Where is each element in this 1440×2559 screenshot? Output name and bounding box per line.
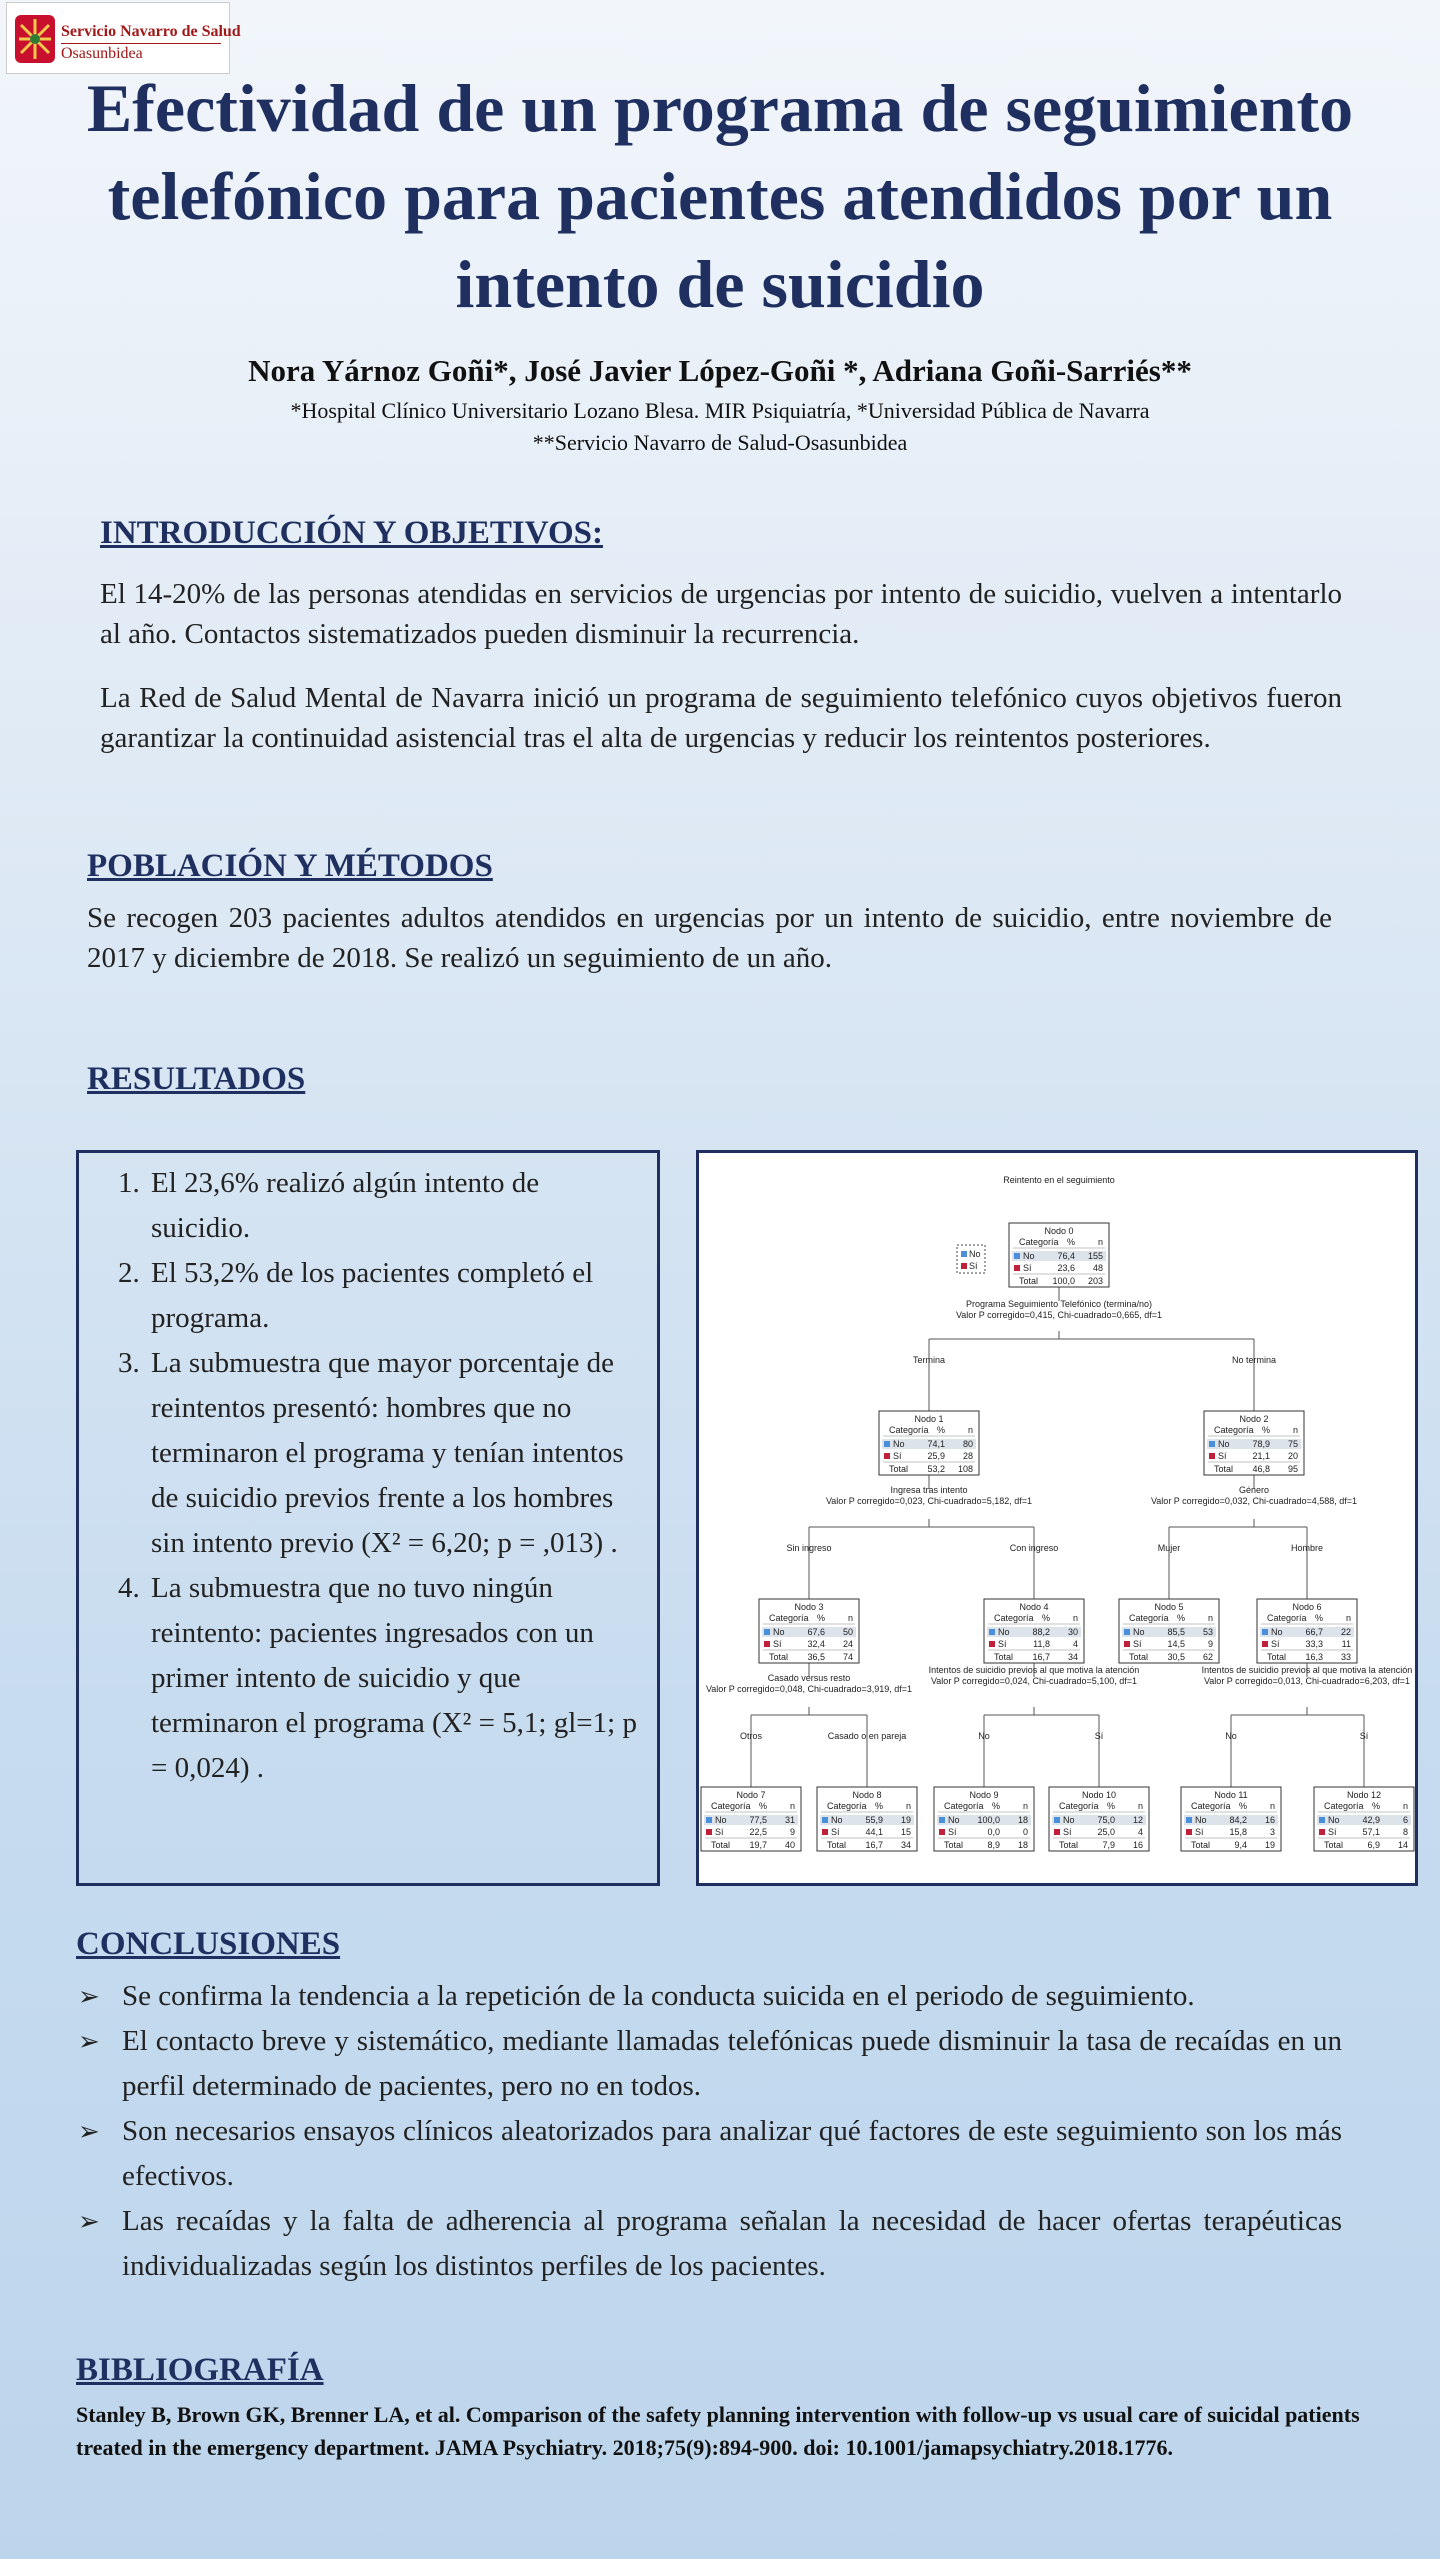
tree-node-header: Categoría [827,1801,867,1811]
tree-node-header: n [1022,1801,1028,1811]
tree-title: Reintento en el seguimiento [1003,1175,1115,1185]
tree-split-label: Casado versus resto [767,1673,851,1683]
results-box [76,1150,660,1886]
node-swatch-si [989,1641,995,1647]
tree-node-name: Nodo 1 [914,1414,944,1424]
tree-node-n: 4 [1137,1827,1143,1837]
tree-node-cat: No [715,1815,727,1825]
decision-tree-diagram [699,1153,1415,1883]
tree-node-header: n [789,1801,795,1811]
tree-branch-label: Mujer [1157,1543,1181,1553]
tree-node-pct: 25,9 [927,1451,945,1461]
tree-node-pct: 84,2 [1229,1815,1247,1825]
tree-node-pct: 16,3 [1305,1652,1323,1662]
tree-node-header: % [936,1425,945,1435]
tree-node-pct: 15,8 [1229,1827,1247,1837]
tree-node-name: Nodo 7 [736,1790,766,1800]
node-swatch-si [1262,1641,1268,1647]
tree-node-n: 40 [784,1840,795,1850]
tree-branch-label: Hombre [1290,1543,1324,1553]
node-swatch-no [939,1817,945,1823]
intro-paragraph-2: La Red de Salud Mental de Navarra inició un programa de seguimiento telefónico cuyos objetivos fueron garantizar la continuidad asistencial tras el alta de urgencias y reducir los reintentos posteriores. [100,682,1342,754]
authors: Nora Yárnoz Goñi*, José Javier López-Goñi *, Adriana Goñi-Sarriés** [248,353,1192,388]
tree-node-pct: 85,5 [1167,1627,1185,1637]
legend-swatch-no [961,1251,967,1257]
tree-node-name: Nodo 5 [1154,1602,1184,1612]
conclusion-item: ➢ El contacto breve y sistemático, mediante llamadas telefónicas puede disminuir la tasa de recaídas en un perfil determinado de pacientes, pero no en todos. [76,2019,1342,2109]
node-swatch-no [1262,1629,1268,1635]
tree-node-cat: Sí [998,1639,1007,1649]
tree-node-pct: 77,5 [749,1815,767,1825]
tree-node-header: % [1176,1613,1185,1623]
results-heading: RESULTADOS [87,1061,306,1097]
tree-node-name: Nodo 6 [1292,1602,1322,1612]
tree-node-header: Categoría [1019,1237,1059,1247]
tree-node-n: 16 [1132,1840,1143,1850]
node-swatch-no [1014,1253,1020,1259]
tree-node-header: % [991,1801,1000,1811]
tree-node-header: % [1261,1425,1270,1435]
tree-node-n: 108 [957,1464,973,1474]
tree-node-name: Nodo 9 [969,1790,999,1800]
tree-node-n: 33 [1340,1652,1351,1662]
tree-branch-label: No [978,1731,990,1741]
results-item: 4. La submuestra que no tuvo ningún reintento: pacientes ingresados con un primer intento de suicidio y que terminaron el programa (X² = 5,1; gl=1; p = 0,024) . [147,1566,643,1791]
logo-line-1: Servicio Navarro de Salud [61,23,241,40]
tree-node-pct: 16,7 [865,1840,883,1850]
tree-node-n: 31 [784,1815,795,1825]
node-swatch-no [1319,1817,1325,1823]
tree-node-name: Nodo 2 [1239,1414,1269,1424]
tree-node-header: % [1066,1237,1075,1247]
tree-node-n: 95 [1287,1464,1298,1474]
tree-node-n: 9 [1207,1639,1213,1649]
tree-node-total: Total [711,1840,731,1850]
tree-node-header: % [816,1613,825,1623]
results-item: 1. El 23,6% realizó algún intento de suicidio. [147,1161,643,1251]
tree-legend-no: No [969,1249,981,1259]
tree-node-pct: 9,4 [1234,1840,1247,1850]
tree-node-pct: 19,7 [749,1840,767,1850]
tree-node-pct: 11,8 [1033,1639,1050,1649]
tree-node-n: 18 [1017,1840,1028,1850]
tree-node-cat: No [1218,1439,1230,1449]
poster-title: Efectividad de un programa de seguimiento telefónico para pacientes atendidos por un intento de suicidio [86,70,1354,322]
conclusions-list [76,1974,1342,2289]
tree-node-pct: 100,0 [977,1815,1000,1825]
tree-node-n: 34 [1067,1652,1078,1662]
tree-branch-label: Termina [912,1355,946,1365]
conclusions-heading: CONCLUSIONES [76,1926,341,1962]
tree-node-cat: Sí [1328,1827,1337,1837]
tree-node-cat: Sí [893,1451,902,1461]
node-swatch-si [1124,1641,1130,1647]
tree-legend-si: Sí [969,1261,978,1271]
tree-node-n: 53 [1202,1627,1213,1637]
tree-node-n: 16 [1264,1815,1275,1825]
tree-node-name: Nodo 12 [1346,1790,1382,1800]
tree-node-pct: 44,1 [865,1827,883,1837]
node-swatch-si [1014,1265,1020,1271]
tree-node-pct: 74,1 [927,1439,945,1449]
tree-node-header: n [1137,1801,1143,1811]
node-swatch-no [1186,1817,1192,1823]
tree-node-total: Total [1191,1840,1211,1850]
tree-node-header: Categoría [711,1801,751,1811]
tree-node-header: n [1097,1237,1103,1247]
bibliography-heading: BIBLIOGRAFÍA [76,2352,324,2388]
tree-node-n: 24 [842,1639,853,1649]
tree-node-n: 19 [1264,1840,1275,1850]
tree-node-total: Total [889,1464,909,1474]
tree-node-header: n [1269,1801,1275,1811]
tree-split-label: Programa Seguimiento Telefónico (termina/no) [966,1299,1152,1309]
tree-node-pct: 36,5 [807,1652,825,1662]
tree-node-cat: No [1328,1815,1340,1825]
tree-branch-label: Con ingreso [1009,1543,1059,1553]
tree-node-header: Categoría [1324,1801,1364,1811]
tree-node-pct: 30,5 [1167,1652,1185,1662]
tree-node-header: n [1207,1613,1213,1623]
tree-node-pct: 55,9 [865,1815,883,1825]
tree-node-n: 155 [1087,1251,1103,1261]
tree-node-pct: 0,0 [987,1827,1000,1837]
tree-branch-label: No [1225,1731,1237,1741]
tree-node-cat: No [831,1815,843,1825]
arrow-bullet-icon: ➢ [78,2027,100,2056]
tree-node-header: Categoría [1214,1425,1254,1435]
tree-node-header: % [758,1801,767,1811]
arrow-bullet-icon: ➢ [78,2117,100,2146]
tree-node-pct: 6,9 [1367,1840,1380,1850]
tree-node-pct: 22,5 [749,1827,767,1837]
tree-node-cat: Sí [1023,1263,1032,1273]
node-swatch-no [989,1629,995,1635]
tree-node-n: 22 [1340,1627,1351,1637]
node-swatch-si [939,1829,945,1835]
tree-node-cat: No [773,1627,785,1637]
tree-node-n: 4 [1072,1639,1078,1649]
tree-node-cat: No [893,1439,905,1449]
tree-node-header: Categoría [769,1613,809,1623]
tree-node-cat: Sí [1271,1639,1280,1649]
tree-node-pct: 16,7 [1032,1652,1050,1662]
logo-line-2: Osasunbidea [61,45,143,62]
tree-node-cat: Sí [948,1827,957,1837]
tree-node-pct: 66,7 [1305,1627,1323,1637]
tree-node-pct: 14,5 [1167,1639,1185,1649]
tree-node-n: 8 [1402,1827,1408,1837]
tree-node-pct: 100,0 [1052,1276,1075,1286]
tree-node-header: % [1371,1801,1380,1811]
tree-node-name: Nodo 3 [794,1602,824,1612]
tree-split-label: Valor P corregido=0,023, Chi-cuadrado=5,182, df=1 [825,1496,1033,1506]
node-swatch-no [1209,1441,1215,1447]
tree-node-pct: 78,9 [1252,1439,1270,1449]
node-swatch-si [1319,1829,1325,1835]
tree-node-n: 50 [842,1627,853,1637]
tree-branch-label: Otros [739,1731,763,1741]
tree-node-cat: No [1063,1815,1075,1825]
tree-node-name: Nodo 10 [1081,1790,1117,1800]
tree-node-header: Categoría [1129,1613,1169,1623]
tree-node-pct: 46,8 [1252,1464,1270,1474]
methods-heading: POBLACIÓN Y MÉTODOS [87,848,493,884]
tree-node-header: Categoría [944,1801,984,1811]
node-swatch-no [706,1817,712,1823]
tree-node-n: 20 [1287,1451,1298,1461]
tree-node-header: % [874,1801,883,1811]
node-swatch-no [884,1441,890,1447]
tree-node-header: % [1314,1613,1323,1623]
tree-split-label: Valor P corregido=0,013, Chi-cuadrado=6,203, df=1 [1203,1676,1411,1686]
tree-node-total: Total [1129,1652,1149,1662]
tree-node-cat: No [1023,1251,1035,1261]
tree-node-total: Total [827,1840,847,1850]
conclusion-item: ➢ Se confirma la tendencia a la repetición de la conducta suicida en el periodo de seguimiento. [76,1974,1342,2019]
tree-node-pct: 25,0 [1097,1827,1115,1837]
tree-node-n: 19 [900,1815,911,1825]
tree-node-n: 34 [900,1840,911,1850]
tree-node-cat: No [948,1815,960,1825]
tree-node-n: 48 [1092,1263,1103,1273]
node-swatch-si [1186,1829,1192,1835]
tree-node-n: 6 [1402,1815,1408,1825]
tree-branch-label: Sin ingreso [786,1543,832,1553]
node-swatch-si [884,1453,890,1459]
tree-node-cat: Sí [1133,1639,1142,1649]
tree-node-total: Total [1267,1652,1287,1662]
tree-node-total: Total [1059,1840,1079,1850]
node-swatch-si [1054,1829,1060,1835]
node-swatch-si [822,1829,828,1835]
tree-node-header: Categoría [1267,1613,1307,1623]
tree-node-n: 75 [1287,1439,1298,1449]
tree-branch-label: Casado o en pareja [827,1731,907,1741]
node-swatch-si [706,1829,712,1835]
tree-node-pct: 67,6 [807,1627,825,1637]
tree-branch-label: Sí [1094,1731,1104,1741]
tree-split-label: Valor P corregido=0,048, Chi-cuadrado=3,919, df=1 [705,1684,913,1694]
conclusion-item: ➢ Las recaídas y la falta de adherencia al programa señalan la necesidad de hacer ofertas terapéuticas individualizadas según los distintos perfiles de los pacientes. [76,2199,1342,2289]
tree-node-header: n [967,1425,973,1435]
tree-node-pct: 32,4 [807,1639,825,1649]
tree-node-cat: Sí [715,1827,724,1837]
arrow-bullet-icon: ➢ [78,2207,100,2236]
tree-node-total: Total [1324,1840,1344,1850]
tree-node-n: 80 [962,1439,973,1449]
tree-node-header: n [1292,1425,1298,1435]
tree-node-name: Nodo 4 [1019,1602,1049,1612]
tree-node-header: n [1345,1613,1351,1623]
tree-node-pct: 21,1 [1252,1451,1270,1461]
tree-node-pct: 8,9 [987,1840,1000,1850]
arrow-bullet-icon: ➢ [78,1982,100,2011]
tree-node-pct: 23,6 [1057,1263,1075,1273]
tree-node-n: 74 [842,1652,853,1662]
tree-node-name: Nodo 11 [1214,1790,1248,1800]
tree-node-n: 18 [1017,1815,1028,1825]
tree-node-header: % [1238,1801,1247,1811]
results-item: 3. La submuestra que mayor porcentaje de reintentos presentó: hombres que no terminaron el programa y tenían intentos de suicidio previos frente a los hombres sin intento previo (X² = 6,20; p = ,013) . [147,1341,643,1566]
tree-node-pct: 76,4 [1057,1251,1075,1261]
tree-node-n: 11 [1341,1639,1351,1649]
node-swatch-no [1124,1629,1130,1635]
tree-node-cat: No [1195,1815,1207,1825]
tree-branch-label: Sí [1359,1731,1369,1741]
tree-node-cat: No [998,1627,1010,1637]
tree-node-cat: Sí [773,1639,782,1649]
tree-node-header: Categoría [1191,1801,1231,1811]
tree-node-total: Total [1019,1276,1039,1286]
node-swatch-si [1209,1453,1215,1459]
intro-paragraph-1: El 14-20% de las personas atendidas en servicios de urgencias por intento de suicidio, vuelven a intentarlo al año. Contactos sistematizados pueden disminuir la recurrencia. [100,578,1342,650]
tree-node-header: Categoría [1059,1801,1099,1811]
methods-paragraph: Se recogen 203 pacientes adultos atendidos en urgencias por un intento de suicidio, entre noviembre de 2017 y diciembre de 2018. Se realizó un seguimiento de un año. [87,902,1332,974]
tree-split-label: Intentos de suicidio previos al que motiva la atención [1201,1665,1413,1675]
decision-tree-figure [696,1150,1418,1886]
intro-heading: INTRODUCCIÓN Y OBJETIVOS: [100,515,603,551]
affiliation-1: *Hospital Clínico Universitario Lozano Blesa. MIR Psiquiatría, *Universidad Pública de Navarra [290,398,1150,423]
tree-node-cat: Sí [831,1827,840,1837]
tree-node-total: Total [769,1652,789,1662]
conclusion-item: ➢ Son necesarios ensayos clínicos aleatorizados para analizar qué factores de este seguimiento son los más efectivos. [76,2109,1342,2199]
tree-node-header: n [905,1801,911,1811]
tree-node-n: 15 [900,1827,911,1837]
node-swatch-no [1054,1817,1060,1823]
results-list [87,1161,643,1791]
tree-node-header: Categoría [889,1425,929,1435]
tree-split-label: Valor P corregido=0,032, Chi-cuadrado=4,588, df=1 [1150,1496,1358,1506]
tree-node-pct: 57,1 [1362,1827,1380,1837]
navarra-crest-icon [13,11,57,67]
tree-node-n: 203 [1087,1276,1103,1286]
node-swatch-si [764,1641,770,1647]
tree-node-cat: Sí [1195,1827,1204,1837]
tree-node-cat: Sí [1063,1827,1072,1837]
tree-node-n: 0 [1022,1827,1028,1837]
tree-node-n: 3 [1269,1827,1275,1837]
legend-swatch-si [961,1263,967,1269]
node-swatch-no [764,1629,770,1635]
tree-split-label: Valor P corregido=0,415, Chi-cuadrado=0,665, df=1 [955,1310,1163,1320]
affiliation-2: **Servicio Navarro de Salud-Osasunbidea [532,430,908,455]
tree-split-label: Género [1238,1485,1270,1495]
tree-split-label: Intentos de suicidio previos al que motiva la atención [928,1665,1140,1675]
tree-node-n: 30 [1067,1627,1078,1637]
results-item: 2. El 53,2% de los pacientes completó el programa. [147,1251,643,1341]
tree-node-total: Total [994,1652,1014,1662]
tree-split-label: Ingresa tras intento [890,1485,968,1495]
tree-node-total: Total [944,1840,964,1850]
tree-node-header: % [1041,1613,1050,1623]
tree-node-n: 12 [1132,1815,1143,1825]
tree-node-pct: 7,9 [1102,1840,1115,1850]
tree-node-header: % [1106,1801,1115,1811]
tree-node-name: Nodo 8 [852,1790,882,1800]
tree-node-pct: 42,9 [1362,1815,1380,1825]
tree-node-header: n [1402,1801,1408,1811]
tree-node-pct: 88,2 [1032,1627,1050,1637]
tree-node-n: 9 [789,1827,795,1837]
tree-node-pct: 75,0 [1097,1815,1115,1825]
tree-node-pct: 33,3 [1305,1639,1323,1649]
tree-node-total: Total [1214,1464,1234,1474]
tree-node-pct: 53,2 [927,1464,945,1474]
tree-node-header: Categoría [994,1613,1034,1623]
tree-node-name: Nodo 0 [1044,1226,1074,1236]
tree-node-n: 14 [1397,1840,1408,1850]
tree-node-n: 62 [1202,1652,1213,1662]
tree-split-label: Valor P corregido=0,024, Chi-cuadrado=5,100, df=1 [930,1676,1138,1686]
tree-branch-label: No termina [1231,1355,1277,1365]
node-swatch-no [822,1817,828,1823]
bibliography-reference: Stanley B, Brown GK, Brenner LA, et al. Comparison of the safety planning intervention with follow-up vs usual care of suicidal patients treated in the emergency department. JAMA Psychiatry. 2018;75(9):894-900. doi: 10.1001/jamapsychiatry.2018.1776. [76,2402,1360,2460]
tree-node-n: 28 [962,1451,973,1461]
tree-node-cat: Sí [1218,1451,1227,1461]
tree-node-cat: No [1133,1627,1145,1637]
tree-node-cat: No [1271,1627,1283,1637]
tree-node-header: n [847,1613,853,1623]
tree-node-header: n [1072,1613,1078,1623]
